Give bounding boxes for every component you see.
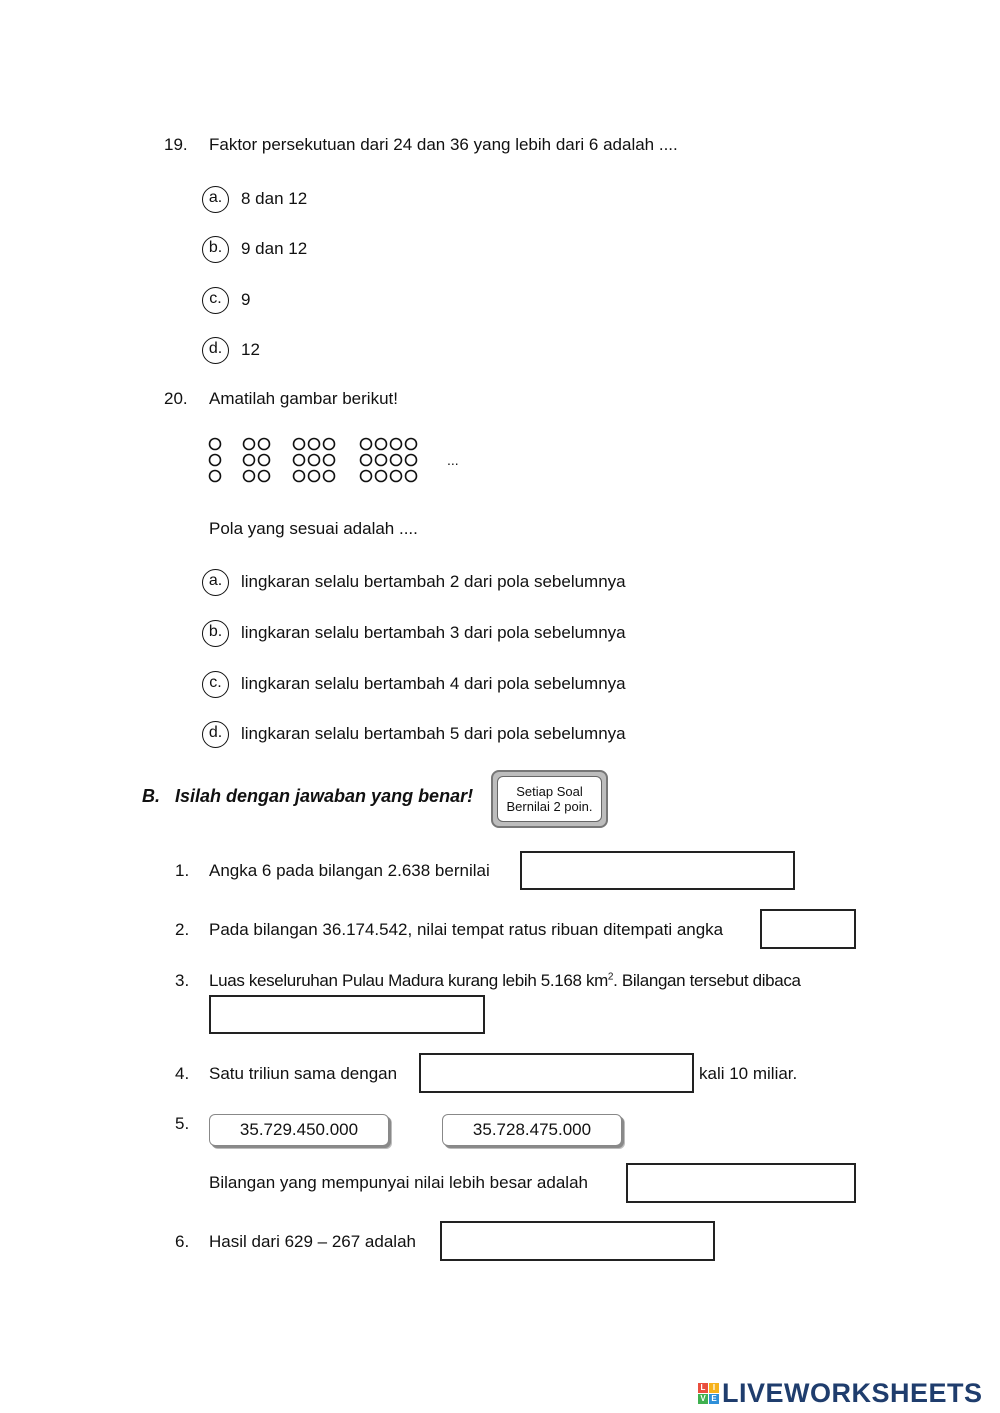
b3-superscript: 2 — [607, 971, 614, 983]
q19-option-c[interactable] — [202, 285, 250, 315]
option-letter: c. — [202, 671, 229, 698]
circle-pattern-figure — [205, 434, 435, 490]
option-letter: a. — [202, 186, 229, 213]
b5-number-a: 35.729.450.000 — [209, 1114, 389, 1146]
points-badge — [491, 770, 608, 828]
q20-option-d[interactable] — [202, 719, 626, 749]
option-text: lingkaran selalu bertambah 3 dari pola sebelumnya — [241, 623, 626, 642]
b4-text-after: kali 10 miliar. — [699, 1064, 798, 1083]
b5-number-b: 35.728.475.000 — [442, 1114, 622, 1146]
b4-answer-input[interactable] — [419, 1053, 694, 1093]
option-text: 9 — [241, 290, 251, 309]
b5-number: 5. — [175, 1114, 190, 1133]
pattern-1 — [210, 439, 221, 482]
section-b-title: B. Isilah dengan jawaban yang benar! — [142, 786, 474, 806]
pattern-3 — [294, 439, 335, 482]
option-letter: c. — [202, 287, 229, 314]
option-letter: b. — [202, 620, 229, 647]
b1-text: Angka 6 pada bilangan 2.638 bernilai — [209, 861, 490, 880]
b5-answer-input[interactable] — [626, 1163, 856, 1203]
pattern-ellipsis: ... — [447, 452, 459, 468]
q20-prompt: Pola yang sesuai adalah .... — [209, 519, 418, 538]
q20-option-c[interactable] — [202, 669, 626, 699]
pattern-2 — [244, 439, 270, 482]
b1-number: 1. — [175, 861, 190, 880]
b3-text — [209, 971, 801, 991]
b6-number: 6. — [175, 1232, 190, 1251]
option-text: 8 dan 12 — [241, 189, 308, 208]
b2-number: 2. — [175, 920, 190, 939]
b2-text: Pada bilangan 36.174.542, nilai tempat ratus ribuan ditempati angka — [209, 920, 724, 939]
logo-mark-i: I — [709, 1383, 719, 1393]
logo-mark-v: V — [698, 1394, 708, 1404]
b3-text-after: . Bilangan tersebut dibaca — [613, 971, 801, 990]
b3-text-before: Luas keseluruhan Pulau Madura kurang lebih 5.168 km — [209, 971, 608, 990]
badge-line-1: Setiap Soal — [516, 784, 583, 799]
q20-option-b[interactable] — [202, 618, 626, 648]
pattern-4 — [361, 439, 417, 482]
option-letter: d. — [202, 721, 229, 748]
option-text: 12 — [241, 340, 260, 359]
option-letter: d. — [202, 337, 229, 364]
b2-answer-input[interactable] — [760, 909, 856, 949]
option-letter: b. — [202, 236, 229, 263]
logo-mark-e: E — [709, 1394, 719, 1404]
q20-option-a[interactable] — [202, 567, 626, 597]
logo-mark-l: L — [698, 1383, 708, 1393]
liveworksheets-logo — [698, 1378, 983, 1409]
q19-text: Faktor persekutuan dari 24 dan 36 yang lebih dari 6 adalah .... — [209, 135, 678, 154]
option-text: 9 dan 12 — [241, 239, 308, 258]
q20-number: 20. — [164, 389, 188, 408]
b6-text: Hasil dari 629 – 267 adalah — [209, 1232, 416, 1251]
b4-number: 4. — [175, 1064, 190, 1083]
b3-number: 3. — [175, 971, 190, 990]
badge-line-2: Bernilai 2 poin. — [506, 799, 593, 814]
b5-text: Bilangan yang mempunyai nilai lebih besar adalah — [209, 1173, 588, 1192]
b6-answer-input[interactable] — [440, 1221, 715, 1261]
logo-mark-icon — [698, 1383, 719, 1404]
q19-option-b[interactable] — [202, 234, 307, 264]
q19-number: 19. — [164, 135, 188, 154]
option-text: lingkaran selalu bertambah 2 dari pola sebelumnya — [241, 572, 626, 591]
option-text: lingkaran selalu bertambah 5 dari pola sebelumnya — [241, 724, 626, 743]
points-badge-inner — [497, 776, 602, 822]
b3-answer-input[interactable] — [209, 995, 485, 1034]
q19-option-d[interactable] — [202, 335, 260, 365]
b4-text-before: Satu triliun sama dengan — [209, 1064, 398, 1083]
logo-text: LIVEWORKSHEETS — [722, 1378, 983, 1408]
q19-option-a[interactable] — [202, 184, 307, 214]
b1-answer-input[interactable] — [520, 851, 795, 890]
option-letter: a. — [202, 569, 229, 596]
q20-text: Amatilah gambar berikut! — [209, 389, 398, 408]
option-text: lingkaran selalu bertambah 4 dari pola sebelumnya — [241, 674, 626, 693]
